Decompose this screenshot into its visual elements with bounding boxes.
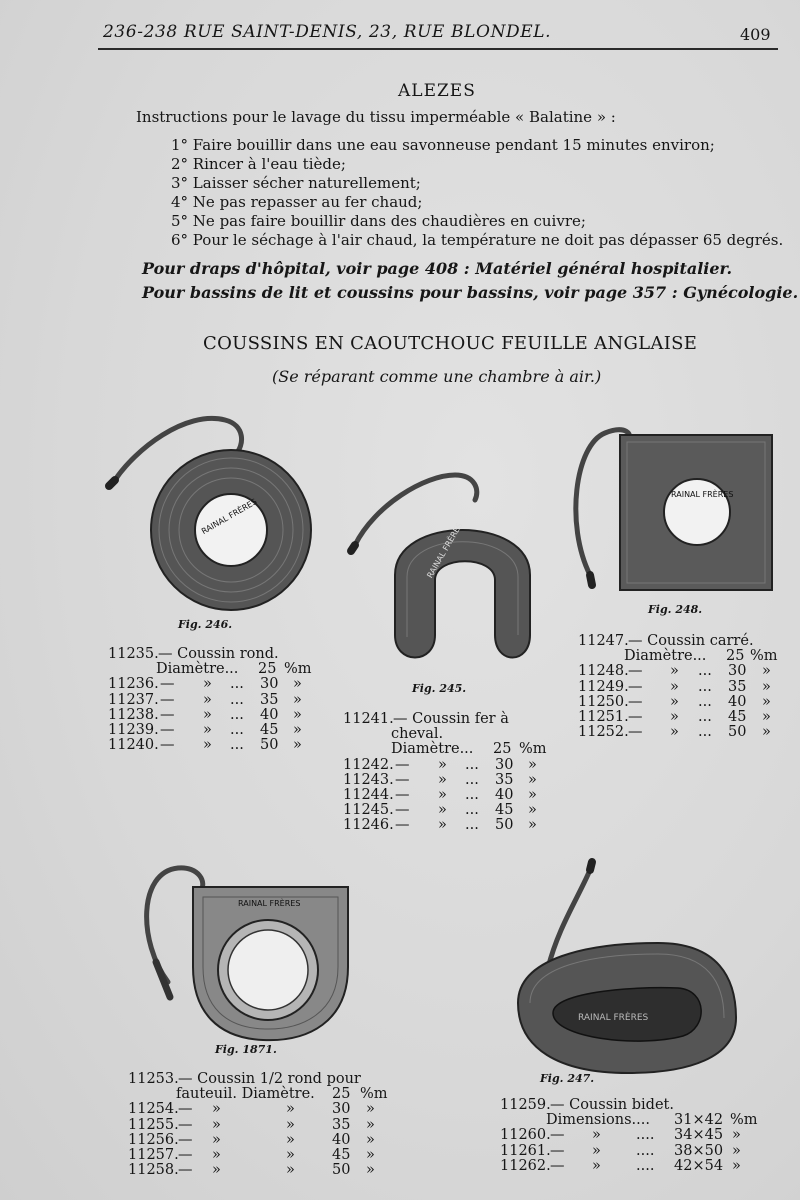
header-address: 236-238 RUE SAINT-DENIS, 23, RUE BLONDEL.: [103, 22, 552, 42]
reference-draps: Pour draps d'hôpital, voir page 408 : Matériel général hospitalier.: [142, 259, 733, 278]
ditto-mark: »: [438, 786, 447, 803]
instruction-step-5: 5° Ne pas faire bouillir dans des chaudières en cuivre;: [171, 212, 586, 230]
size-value: 50: [260, 737, 279, 754]
size-value: 45: [332, 1146, 351, 1163]
ditto-mark-end: »: [293, 676, 302, 693]
table-row: [343, 788, 548, 803]
leader-dots: ...: [465, 817, 479, 834]
bidet-cushion-illustration: [508, 858, 743, 1083]
size-value: 40: [495, 786, 514, 803]
half-round-cushion-listing: [128, 1072, 388, 1178]
alezes-intro: Instructions pour le lavage du tissu imperméable « Balatine » :: [136, 108, 616, 126]
ref: 11246.: [343, 817, 394, 834]
ref: 11258.: [128, 1162, 179, 1179]
ditto-mark-end: »: [762, 724, 771, 741]
table-row: [500, 1144, 760, 1159]
bidet-cushion-rows: [500, 1128, 760, 1174]
ditto-mark: »: [438, 771, 447, 788]
ref: 11235.: [108, 646, 159, 662]
table-row: [108, 708, 308, 723]
stamp-text: RAINAL FRÈRES: [425, 521, 465, 580]
horseshoe-cushion-listing: [343, 712, 548, 834]
page-number: 409: [740, 25, 771, 44]
dash: —: [550, 1142, 565, 1159]
product-name: — Coussin rond.: [158, 646, 279, 662]
square-cushion-listing: [578, 634, 778, 740]
ditto-mark: »: [286, 1101, 295, 1118]
ditto-mark-end: »: [528, 771, 537, 788]
ditto-mark: »: [212, 1131, 221, 1148]
ditto-mark-end: »: [293, 737, 302, 754]
ditto-mark: »: [212, 1101, 221, 1118]
dash: —: [160, 706, 175, 723]
dash: —: [178, 1101, 193, 1118]
ref: 11253.: [128, 1071, 179, 1087]
fig-248-caption: Fig. 248.: [648, 603, 703, 616]
table-row: [128, 1118, 388, 1133]
size-value: 30: [332, 1101, 351, 1118]
ditto-mark: »: [286, 1116, 295, 1133]
ditto-mark-end: »: [366, 1101, 375, 1118]
table-row: [500, 1159, 760, 1174]
table-row: [578, 725, 778, 740]
ditto-mark: »: [212, 1162, 221, 1179]
stamp-text: RAINAL FRÈRES: [238, 899, 301, 908]
size-value: 38×50: [674, 1142, 724, 1159]
ditto-mark-end: »: [762, 663, 771, 680]
instruction-step-3: 3° Laisser sécher naturellement;: [171, 174, 421, 192]
unit: %m: [730, 1112, 758, 1129]
size-value: 42×54: [674, 1157, 724, 1174]
size-value: 45: [728, 708, 747, 725]
ditto-mark-end: »: [762, 708, 771, 725]
alezes-title: ALEZES: [398, 81, 476, 101]
dash: —: [178, 1116, 193, 1133]
product-name: — Coussin 1/2 rond pour: [178, 1071, 361, 1087]
leader-dots: ...: [465, 771, 479, 788]
ref: 11254.: [128, 1101, 179, 1118]
ref: 11255.: [128, 1116, 179, 1133]
dash: —: [628, 663, 643, 680]
dimension-label: Diamètre...: [624, 648, 707, 665]
table-row: [578, 680, 778, 695]
ditto-mark: »: [286, 1131, 295, 1148]
fig-247-caption: Fig. 247.: [540, 1072, 595, 1085]
dash: —: [550, 1157, 565, 1174]
ditto-mark-end: »: [732, 1157, 741, 1174]
leader-dots: ....: [636, 1127, 655, 1144]
size-value: 35: [495, 771, 514, 788]
dimension-value: 25: [332, 1086, 351, 1103]
leader-dots: ...: [230, 737, 244, 754]
ref: 11241.: [343, 711, 394, 727]
instruction-step-2: 2° Rincer à l'eau tiède;: [171, 155, 346, 173]
size-value: 34×45: [674, 1127, 724, 1144]
table-row: [343, 758, 548, 773]
table-row: [108, 693, 308, 708]
table-row: [108, 677, 308, 692]
leader-dots: ...: [465, 756, 479, 773]
stamp-text: RAINAL FRÈRES: [199, 497, 259, 537]
dash: —: [178, 1131, 193, 1148]
table-row: [108, 723, 308, 738]
ref: 11245.: [343, 802, 394, 819]
table-row: [128, 1133, 388, 1148]
ditto-mark-end: »: [366, 1146, 375, 1163]
ref: 11262.: [500, 1157, 551, 1174]
ditto-mark: »: [592, 1127, 601, 1144]
unit: %m: [284, 661, 312, 678]
ditto-mark-end: »: [366, 1131, 375, 1148]
round-cushion-illustration: [105, 410, 320, 615]
size-value: 50: [495, 817, 514, 834]
ditto-mark-end: »: [293, 706, 302, 723]
ref: 11242.: [343, 756, 394, 773]
dash: —: [160, 676, 175, 693]
table-row: [578, 664, 778, 679]
instruction-step-1: 1° Faire bouillir dans une eau savonneuse pendant 15 minutes environ;: [171, 136, 715, 154]
dash: —: [395, 771, 410, 788]
leader-dots: ...: [230, 706, 244, 723]
coussins-title: COUSSINS EN CAOUTCHOUC FEUILLE ANGLAISE: [203, 333, 698, 354]
dash: —: [628, 678, 643, 695]
instruction-step-6: 6° Pour le séchage à l'air chaud, la température ne doit pas dépasser 65 degrés.: [171, 231, 784, 249]
dimension-value: 25: [726, 648, 745, 665]
ditto-mark: »: [212, 1146, 221, 1163]
dash: —: [160, 691, 175, 708]
fig-245-caption: Fig. 245.: [412, 682, 467, 695]
dash: —: [395, 817, 410, 834]
ditto-mark-end: »: [528, 786, 537, 803]
unit: %m: [519, 741, 547, 758]
square-cushion-rows: [578, 664, 778, 740]
ref: 11237.: [108, 691, 159, 708]
ref: 11259.: [500, 1097, 551, 1113]
leader-dots: ...: [698, 708, 712, 725]
table-row: [343, 818, 548, 833]
ditto-mark: »: [438, 756, 447, 773]
instruction-step-4: 4° Ne pas repasser au fer chaud;: [171, 193, 423, 211]
fig-1871-caption: Fig. 1871.: [215, 1043, 277, 1056]
ditto-mark: »: [203, 706, 212, 723]
leader-dots: ...: [230, 721, 244, 738]
ditto-mark: »: [203, 676, 212, 693]
leader-dots: ...: [698, 678, 712, 695]
ditto-mark: »: [286, 1146, 295, 1163]
ditto-mark: »: [203, 737, 212, 754]
leader-dots: ...: [230, 676, 244, 693]
ditto-mark: »: [438, 817, 447, 834]
ditto-mark-end: »: [366, 1116, 375, 1133]
ditto-mark: »: [670, 708, 679, 725]
dash: —: [628, 708, 643, 725]
unit: %m: [360, 1086, 388, 1103]
leader-dots: ...: [230, 691, 244, 708]
ditto-mark-end: »: [762, 678, 771, 695]
size-value: 45: [495, 802, 514, 819]
size-value: 30: [728, 663, 747, 680]
dash: —: [395, 802, 410, 819]
size-value: 30: [260, 676, 279, 693]
size-value: 35: [728, 678, 747, 695]
ref: 11256.: [128, 1131, 179, 1148]
ref: 11249.: [578, 678, 629, 695]
ditto-mark-end: »: [762, 693, 771, 710]
table-row: [128, 1102, 388, 1117]
bidet-cushion-listing: [500, 1098, 760, 1174]
dash: —: [628, 724, 643, 741]
dash: —: [178, 1162, 193, 1179]
leader-dots: ...: [465, 802, 479, 819]
dimension-label: Dimensions....: [546, 1112, 650, 1129]
ref: 11257.: [128, 1146, 179, 1163]
stamp-text: RAINAL FRÈRES: [671, 490, 734, 499]
dash: —: [550, 1127, 565, 1144]
ditto-mark-end: »: [366, 1162, 375, 1179]
size-value: 35: [332, 1116, 351, 1133]
table-row: [128, 1148, 388, 1163]
horseshoe-cushion-illustration: [345, 465, 535, 675]
ref: 11260.: [500, 1127, 551, 1144]
size-value: 50: [332, 1162, 351, 1179]
ref: 11240.: [108, 737, 159, 754]
dash: —: [178, 1146, 193, 1163]
size-value: 45: [260, 721, 279, 738]
ref: 11243.: [343, 771, 394, 788]
table-row: [500, 1128, 760, 1143]
ref: 11261.: [500, 1142, 551, 1159]
ref: 11239.: [108, 721, 159, 738]
ditto-mark: »: [670, 693, 679, 710]
dimension-value: 25: [258, 661, 277, 678]
dimension-value: 31×42: [674, 1112, 724, 1129]
ditto-mark: »: [592, 1157, 601, 1174]
ditto-mark: »: [203, 691, 212, 708]
half-round-cushion-illustration: [138, 862, 363, 1042]
dimension-label: Diamètre...: [156, 661, 239, 678]
ditto-mark: »: [203, 721, 212, 738]
square-cushion-illustration: [565, 425, 777, 595]
leader-dots: ....: [636, 1142, 655, 1159]
table-row: [343, 773, 548, 788]
dash: —: [395, 786, 410, 803]
ditto-mark: »: [670, 724, 679, 741]
leader-dots: ....: [636, 1157, 655, 1174]
ditto-mark-end: »: [732, 1142, 741, 1159]
product-name: — Coussin bidet.: [550, 1097, 674, 1113]
dimension-label: Diamètre...: [391, 741, 474, 758]
ref: 11244.: [343, 786, 394, 803]
dash: —: [395, 756, 410, 773]
header-rule: [98, 48, 778, 50]
size-value: 30: [495, 756, 514, 773]
dimension-value: 25: [493, 741, 512, 758]
size-value: 40: [332, 1131, 351, 1148]
ditto-mark-end: »: [528, 802, 537, 819]
leader-dots: ...: [698, 724, 712, 741]
ditto-mark-end: »: [528, 817, 537, 834]
size-value: 50: [728, 724, 747, 741]
ditto-mark: »: [212, 1116, 221, 1133]
size-value: 40: [260, 706, 279, 723]
product-name-line2: fauteuil. Diamètre.: [176, 1086, 315, 1103]
leader-dots: ...: [698, 693, 712, 710]
table-row: [128, 1163, 388, 1178]
ref: 11247.: [578, 633, 629, 649]
ref: 11236.: [108, 676, 159, 693]
leader-dots: ...: [698, 663, 712, 680]
ditto-mark: »: [592, 1142, 601, 1159]
ref: 11252.: [578, 724, 629, 741]
product-name: — Coussin fer à: [393, 711, 509, 727]
table-row: [578, 710, 778, 725]
coussins-subtitle: (Se réparant comme une chambre à air.): [272, 367, 602, 386]
fig-246-caption: Fig. 246.: [178, 618, 233, 631]
table-row: [578, 695, 778, 710]
product-name: — Coussin carré.: [628, 633, 754, 649]
dash: —: [160, 737, 175, 754]
dash: —: [160, 721, 175, 738]
half-round-cushion-rows: [128, 1102, 388, 1178]
leader-dots: ...: [465, 786, 479, 803]
ref: 11248.: [578, 663, 629, 680]
horseshoe-cushion-rows: [343, 758, 548, 834]
ditto-mark: »: [670, 663, 679, 680]
ditto-mark-end: »: [293, 691, 302, 708]
size-value: 40: [728, 693, 747, 710]
product-name-line2: cheval.: [391, 726, 444, 743]
ditto-mark: »: [438, 802, 447, 819]
round-cushion-rows: [108, 677, 308, 753]
reference-bassins: Pour bassins de lit et coussins pour bassins, voir page 357 : Gynécologie.: [142, 283, 799, 302]
stamp-text: RAINAL FRÈRES: [578, 1013, 649, 1023]
ditto-mark: »: [286, 1162, 295, 1179]
ref: 11250.: [578, 693, 629, 710]
ditto-mark-end: »: [732, 1127, 741, 1144]
round-cushion-listing: [108, 646, 312, 754]
dash: —: [628, 693, 643, 710]
table-row: [108, 738, 308, 753]
ditto-mark-end: »: [293, 721, 302, 738]
table-row: [343, 803, 548, 818]
unit: %m: [750, 648, 778, 665]
ref: 11238.: [108, 706, 159, 723]
ditto-mark: »: [670, 678, 679, 695]
size-value: 35: [260, 691, 279, 708]
ref: 11251.: [578, 708, 629, 725]
ditto-mark-end: »: [528, 756, 537, 773]
